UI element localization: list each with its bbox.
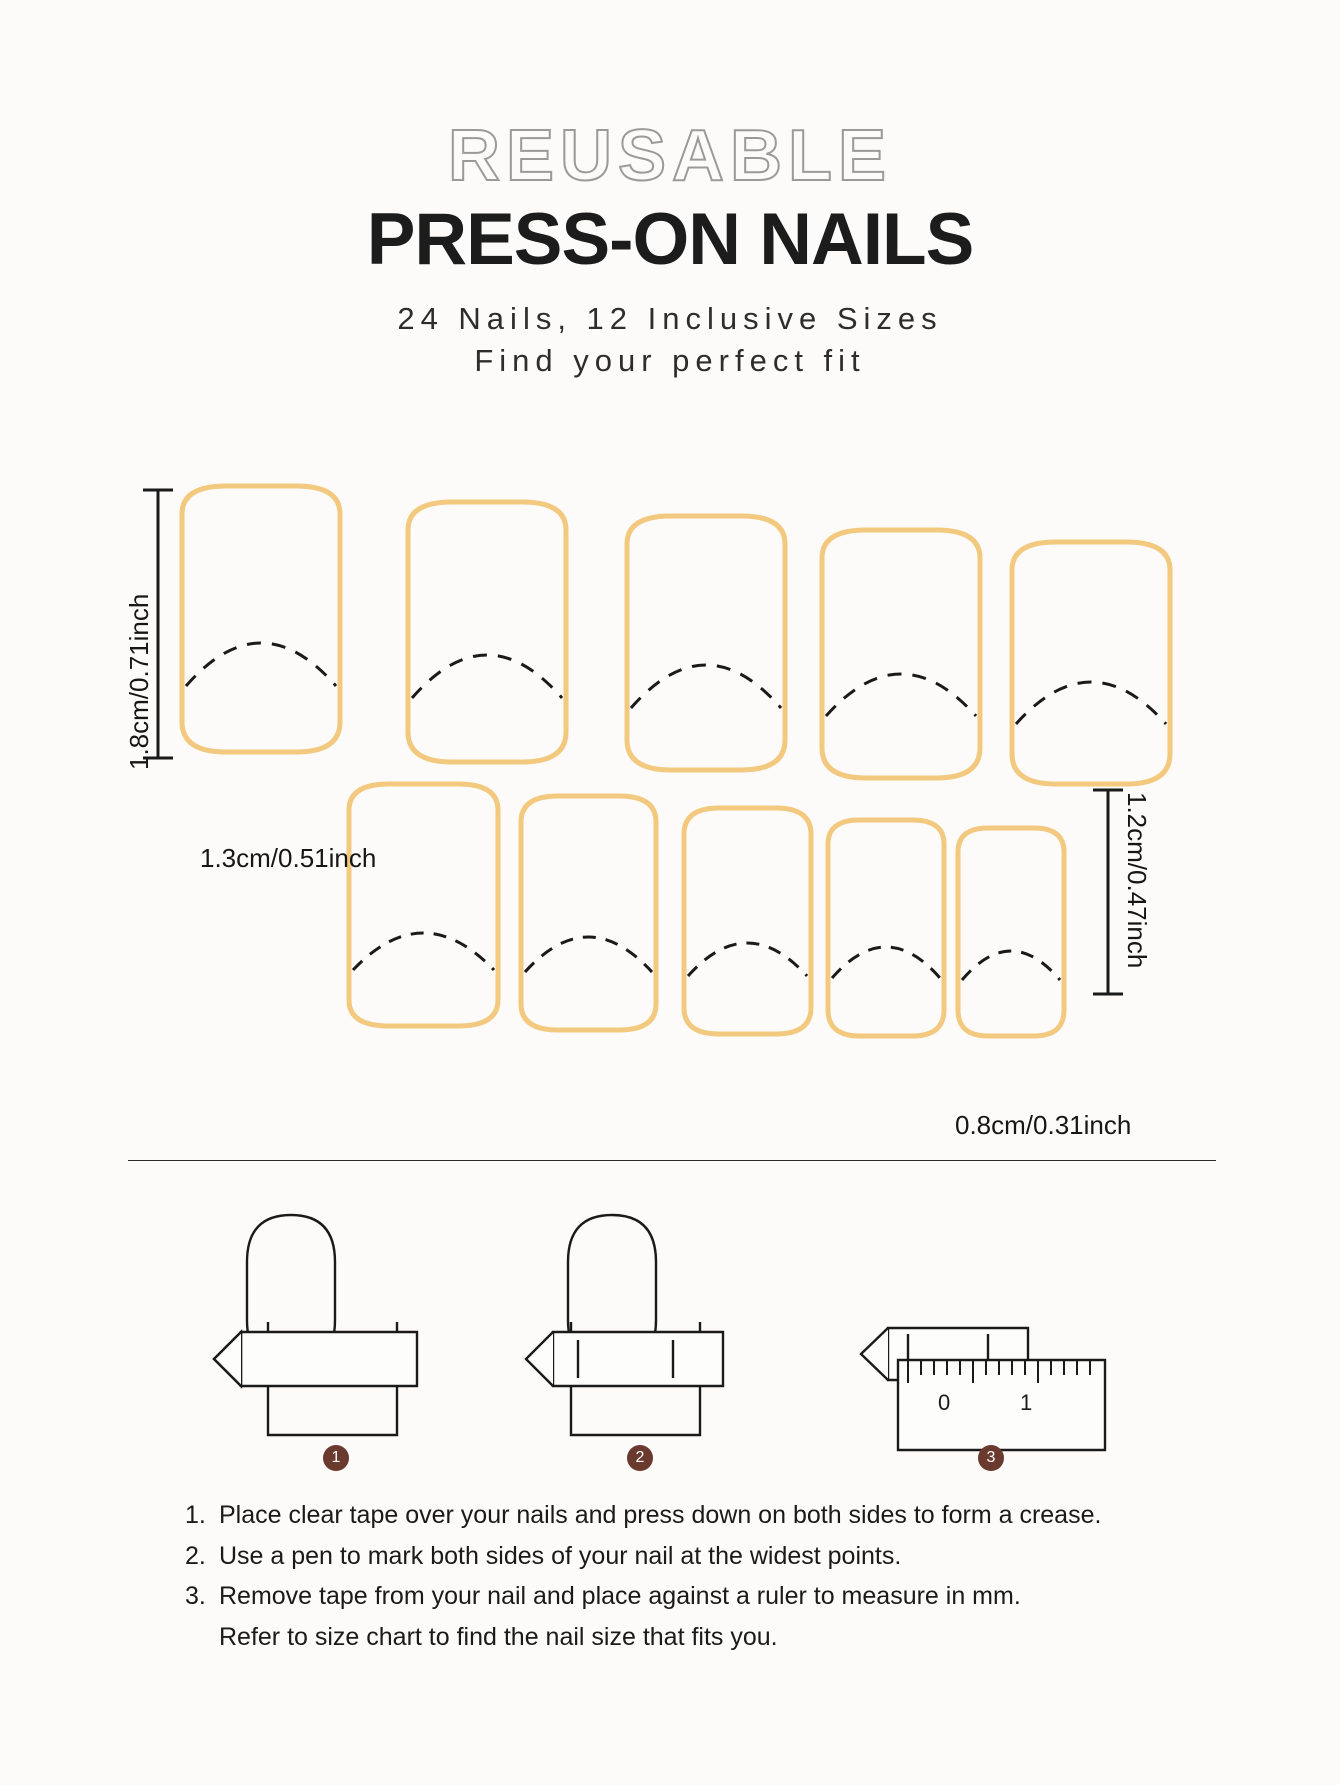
step2-illustration: [526, 1215, 723, 1435]
cuticle-curve-row-bottom: [353, 933, 1060, 980]
instructions-list: [185, 1495, 1205, 1657]
measure-bottom-width-label: 0.8cm/0.31inch: [955, 1110, 1132, 1140]
nail-shape-row-top: [182, 486, 1170, 784]
instruction-text-3: Remove tape from your nail and place against a ruler to measure in mm.: [219, 1582, 1021, 1610]
steps-illustrations: [0, 1200, 1340, 1466]
bottom-height-dimension-bar: [1093, 790, 1123, 994]
subtitle-sizes: 24 Nails, 12 Inclusive Sizes: [397, 300, 943, 336]
step-badge-2: 2: [627, 1445, 653, 1471]
section-divider: [128, 1160, 1216, 1161]
cuticle-curve-row-top: [186, 643, 1166, 724]
measure-top-width-label: 1.3cm/0.51inch: [200, 843, 377, 873]
instruction-item-2: [185, 1536, 1205, 1577]
nail-diagram-svg: [0, 470, 1340, 1090]
instruction-text-1: Place clear tape over your nails and press down on both sides to form a crease.: [219, 1501, 1102, 1529]
nail-size-diagram: [0, 470, 1340, 1140]
steps-svg: [0, 1200, 1340, 1460]
step1-illustration: [214, 1215, 417, 1435]
step-badge-1: 1: [323, 1445, 349, 1471]
instruction-number-3: 3.: [185, 1582, 206, 1610]
instruction-continuation: Refer to size chart to find the nail size that fits you.: [219, 1622, 778, 1651]
step-badge-3: 3: [978, 1445, 1004, 1471]
measure-bottom-height-label: 1.2cm/0.47inch: [1122, 792, 1152, 969]
instruction-number-1: 1.: [185, 1501, 206, 1529]
ruler-tick-0: 0: [938, 1390, 951, 1415]
instruction-item-3: [185, 1576, 1205, 1617]
ruler-tick-1: 1: [1020, 1390, 1033, 1415]
instruction-item-1: [185, 1495, 1205, 1536]
page-title: PRESS-ON NAILS: [366, 199, 974, 280]
header: [0, 116, 1340, 379]
subtitle-fit: Find your perfect fit: [474, 342, 866, 378]
measure-top-height-label: 1.8cm/0.71inch: [124, 593, 154, 770]
instruction-text-2: Use a pen to mark both sides of your nail at the widest points.: [219, 1541, 902, 1570]
nail-shape-row-bottom: [349, 784, 1064, 1036]
step3-illustration: [861, 1328, 1105, 1450]
page-title-outline: REUSABLE: [447, 116, 893, 196]
instruction-number-2: 2.: [185, 1541, 206, 1570]
